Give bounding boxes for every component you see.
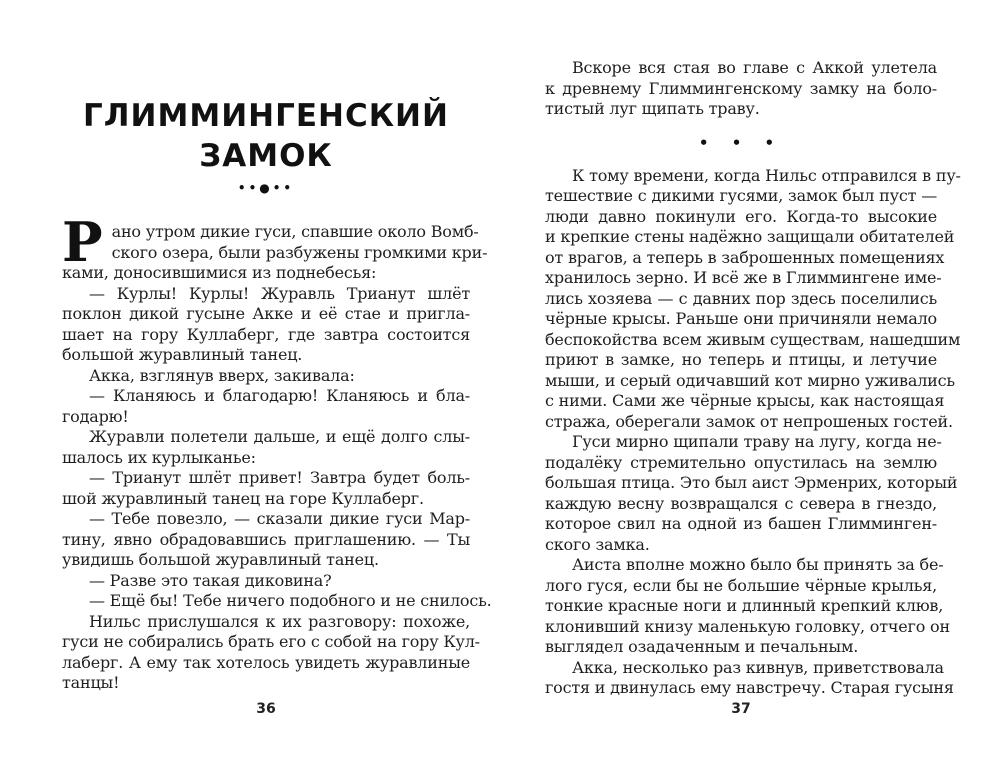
text-line: лаберг. А ему так хотелось увидеть журавлиные [62, 652, 470, 672]
page-number-left: 36 [256, 701, 276, 717]
text-line: Нильс прислушался к их разговору: похоже, [89, 611, 470, 631]
text-line: клонивший книзу маленькую головку, отчего он [545, 616, 950, 636]
text-line: Журавли полетели дальше, и ещё долго слы- [89, 427, 470, 446]
text-line: — Тебе повезло, — сказали дикие гуси Мар- [89, 509, 470, 528]
text-line: выглядел озадаченным и печальным. [545, 637, 859, 656]
paragraph [62, 468, 470, 509]
text-line: большой журавлиный танец. [62, 345, 303, 364]
paragraph [62, 571, 470, 592]
paragraph [545, 555, 950, 658]
paragraph [545, 58, 937, 120]
text-line: которое свил на одной из башен Глимминген- [545, 514, 937, 533]
paragraph [545, 657, 954, 699]
text-line: тонкие красные ноги и длинный крепкий клюв, [545, 596, 944, 615]
text-line: — Кланяюсь и благодарю! Кланяюсь и бла- [89, 386, 470, 405]
text-line: лого гуся, если бы не большие чёрные крылья, [545, 575, 937, 595]
text-line: чёрные крысы. Раньше они причиняли немало [545, 309, 937, 328]
right-page-text-top [545, 58, 937, 120]
paragraph [62, 386, 470, 427]
text-line: мыши, и серый одичавший кот мирно уживались [545, 370, 955, 390]
text-line: и крепкие стены надёжно защищали обитателей [545, 227, 955, 246]
text-line: гостя и двинулась ему навстречу. Старая гусыня [545, 678, 954, 697]
text-line: Гуси мирно щипали траву на лугу, когда не- [572, 432, 942, 451]
text-line: подалёку стремительно опустилась на землю [545, 452, 937, 472]
paragraph [62, 611, 480, 694]
text-line: хранилось зерно. И всё же в Глиммингене име- [545, 268, 942, 287]
text-line: от врагов, а теперь в заброшенных помещениях [545, 247, 945, 267]
dots-ornament-icon: ••●•• [237, 181, 295, 195]
paragraph [62, 210, 488, 284]
text-line: — Ещё бы! Тебе ничего подобного и не снилось. [89, 591, 492, 610]
text-line: к древнему Глиммингенскому замку на боло- [545, 78, 937, 98]
drop-cap: Р [62, 210, 103, 274]
text-line: с ними. Сами же чёрные крысы, как настоящая [545, 391, 945, 410]
text-line: увидишь большой журавлиный танец. [62, 550, 379, 569]
text-line: беспокойства всем живым существам, нашедшим [545, 329, 961, 349]
text-line: ского замка. [545, 534, 650, 554]
paragraph [62, 591, 492, 612]
text-line: большая птица. Это был аист Эрменрих, который [545, 473, 958, 492]
text-line: люди давно покинули его. Когда-то высокие [545, 206, 937, 226]
paragraph [62, 284, 470, 366]
text-line: танцы! [62, 673, 120, 692]
right-page-text [545, 58, 961, 699]
text-line: гуси не собирались брать его с собой на гору Кул- [62, 632, 480, 651]
text-line: тину, явно обрадовавшись приглашению. — Ты [62, 529, 470, 549]
text-line: годарю! [62, 406, 129, 426]
text-line: поклон дикой гусыне Акке и её стае и пригла- [62, 304, 470, 323]
chapter-title-line2: ЗАМОК [199, 138, 333, 174]
text-line: ского озера, были разбужены громкими кри- [111, 242, 488, 262]
text-line: шалось их курлыканье: [62, 447, 256, 467]
paragraph [62, 366, 470, 387]
text-line: приют в замке, но теперь и птицы, и летучие [545, 350, 937, 369]
text-line: — Разве это такая диковина? [89, 570, 332, 590]
text-line: шой журавлиный танец на горе Куллаберг. [62, 488, 424, 508]
text-line: ано утром дикие гуси, спавшие около Вомб- [111, 222, 479, 241]
paragraph [545, 165, 961, 433]
text-line: — Трианут шлёт привет! Завтра будет боль- [89, 468, 470, 487]
text-line: лись хозяева — с давних пор здесь поселились [545, 288, 937, 308]
paragraph [62, 427, 470, 468]
section-separator-dots-icon: • • • [698, 133, 784, 152]
text-line: — Курлы! Курлы! Журавль Трианут шлёт [89, 283, 470, 303]
text-line: Вскоре вся стая во главе с Аккой улетела [572, 58, 937, 77]
paragraph [545, 432, 958, 555]
text-line: Аиста вполне можно было бы принять за бе- [572, 555, 944, 574]
text-line: Акка, взглянув вверх, закивала: [89, 365, 355, 385]
text-line: К тому времени, когда Нильс отправился в пу- [572, 165, 961, 185]
chapter-title-line1: ГЛИММИНГЕНСКИЙ [83, 98, 449, 134]
text-line: тистый луг щипать траву. [545, 99, 760, 118]
right-page-text-bottom [545, 165, 961, 699]
text-line: ками, доносившимися из поднебесья: [62, 263, 377, 282]
text-line: Акка, несколько раз кивнув, приветствовала [572, 657, 944, 677]
page-left [62, 0, 492, 768]
left-page-text [62, 210, 492, 694]
text-line: тешествие с дикими гусями, замок был пуст — [545, 186, 937, 205]
text-line: стража, оберегали замок от непрошеных гостей. [545, 411, 953, 431]
text-line: шает на гору Куллаберг, где завтра состоится [62, 324, 470, 344]
page-number-right: 37 [731, 701, 751, 717]
text-line: каждую весну возвращался с севера в гнездо, [545, 493, 937, 513]
paragraph [62, 509, 470, 571]
page-right [545, 0, 961, 768]
chapter-header [62, 96, 470, 195]
chapter-title [62, 96, 470, 176]
